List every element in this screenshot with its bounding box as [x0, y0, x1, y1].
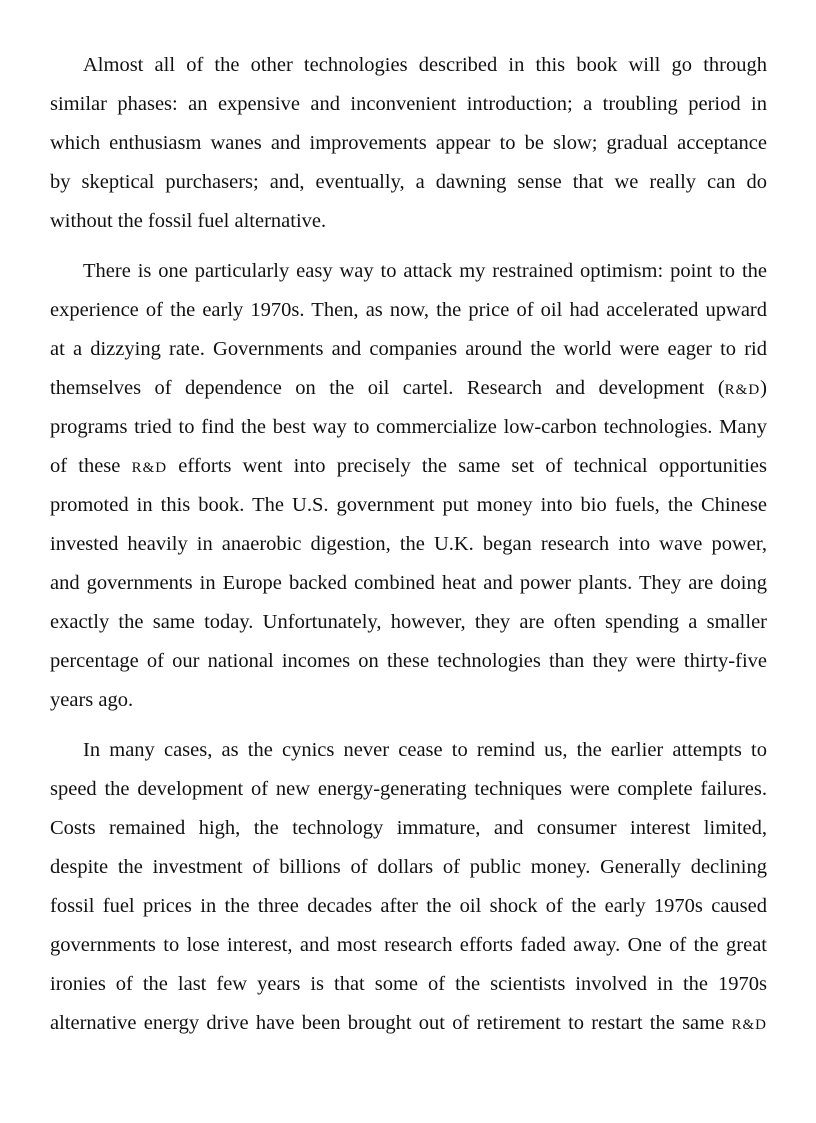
text-line: fossil fuel prices in the three decades after the oil shock of the early 1970s caused	[50, 895, 767, 917]
text-line: themselves of dependence on the oil cartel. Research and development (R&D)	[50, 377, 767, 399]
text-line: which enthusiasm wanes and improvements appear to be slow; gradual acceptance	[50, 132, 767, 154]
text-line: exactly the same today. Unfortunately, however, they are often spending a smaller	[50, 611, 767, 633]
text-line: invested heavily in anaerobic digestion, the U.K. began research into wave power,	[50, 533, 767, 555]
text-line: and governments in Europe backed combined heat and power plants. They are doing	[50, 572, 767, 594]
text-line: Costs remained high, the technology immature, and consumer interest limited,	[50, 817, 767, 839]
paragraph	[50, 46, 767, 241]
text-line: experience of the early 1970s. Then, as now, the price of oil had accelerated upward	[50, 299, 767, 321]
text-line: promoted in this book. The U.S. government put money into bio fuels, the Chinese	[50, 494, 767, 516]
text-line: In many cases, as the cynics never cease to remind us, the earlier attempts to	[83, 739, 767, 761]
text-line: percentage of our national incomes on these technologies than they were thirty-five	[50, 650, 767, 672]
text-line: programs tried to find the best way to commercialize low-carbon technologies. Many	[50, 416, 767, 438]
paragraph	[50, 252, 767, 720]
text-line: without the fossil fuel alternative.	[50, 210, 327, 232]
text-line: Almost all of the other technologies described in this book will go through	[83, 54, 767, 76]
small-caps-abbreviation: R&D	[731, 1017, 767, 1033]
text-line: speed the development of new energy-generating techniques were complete failures.	[50, 778, 767, 800]
text-line: There is one particularly easy way to attack my restrained optimism: point to the	[83, 260, 767, 282]
paragraph	[50, 731, 767, 1043]
text-line: by skeptical purchasers; and, eventually, a dawning sense that we really can do	[50, 171, 767, 193]
text-line: years ago.	[50, 689, 134, 711]
text-line: similar phases: an expensive and inconvenient introduction; a troubling period in	[50, 93, 767, 115]
text-line: despite the investment of billions of dollars of public money. Generally declining	[50, 856, 767, 878]
text-line: governments to lose interest, and most research efforts faded away. One of the great	[50, 934, 767, 956]
small-caps-abbreviation: R&D	[724, 382, 761, 398]
text-line: alternative energy drive have been brought out of retirement to restart the same R&D	[50, 1012, 767, 1034]
document-page	[50, 46, 767, 1054]
text-line: of these R&D efforts went into precisely the same set of technical opportunities	[50, 455, 768, 477]
small-caps-abbreviation: R&D	[131, 460, 168, 476]
text-line: at a dizzying rate. Governments and companies around the world were eager to rid	[50, 338, 767, 360]
text-line: ironies of the last few years is that some of the scientists involved in the 1970s	[50, 973, 767, 995]
